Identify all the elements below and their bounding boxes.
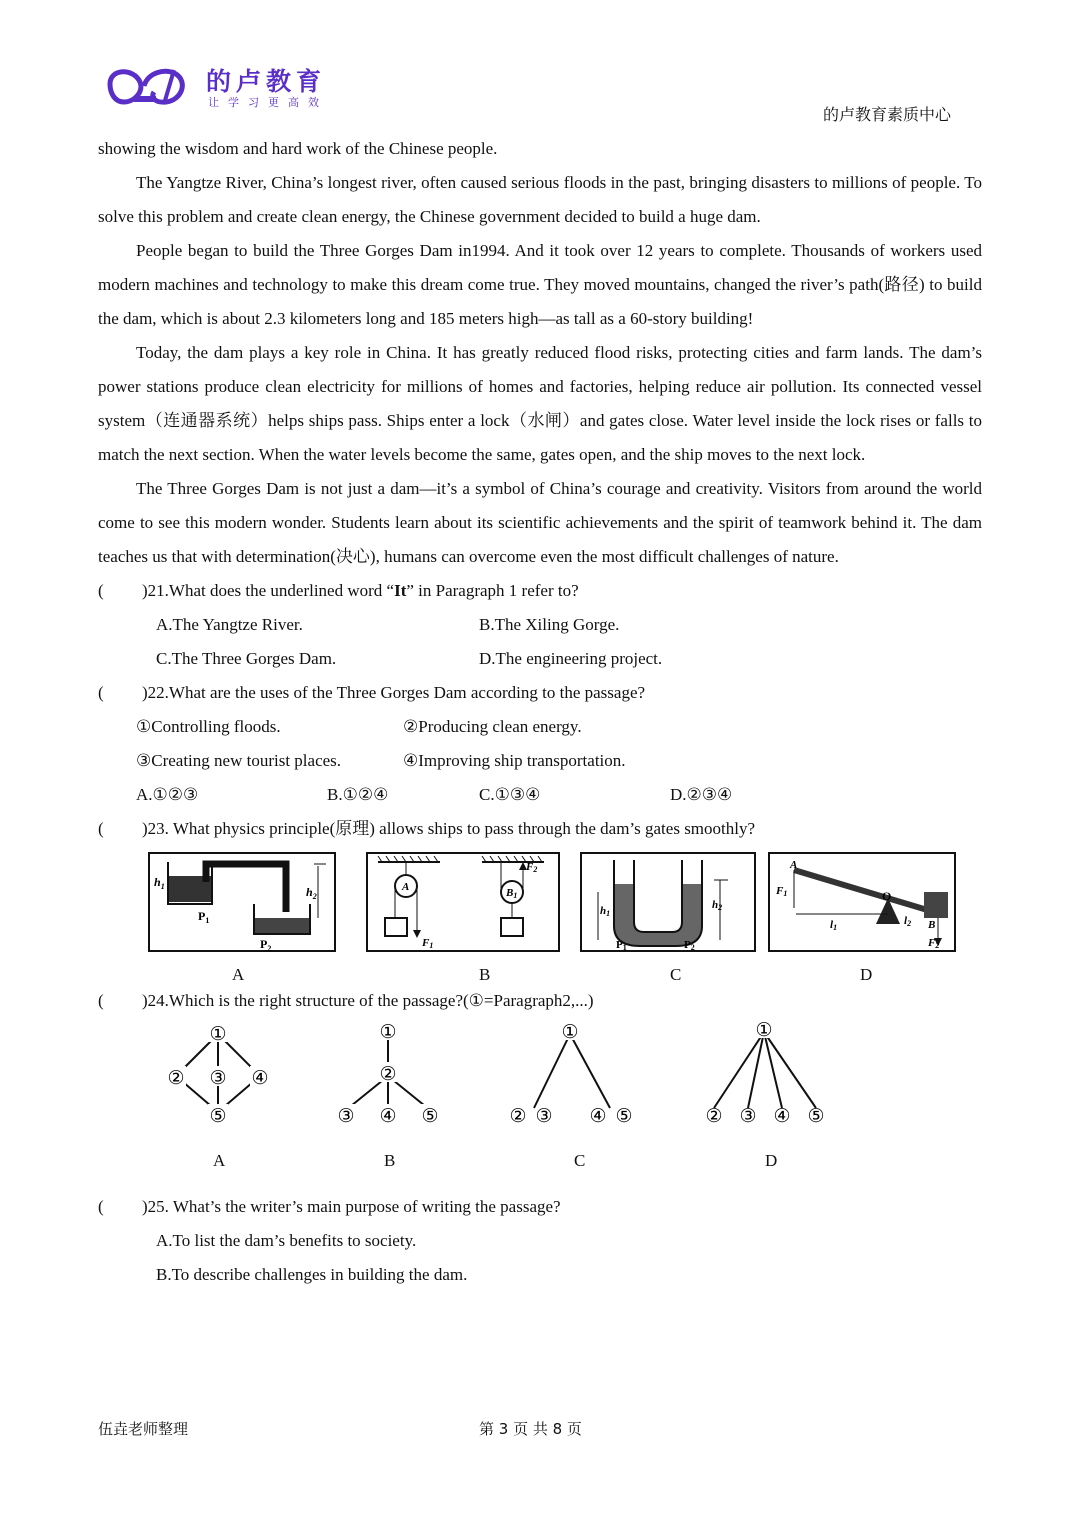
node-5: ⑤ — [209, 1106, 227, 1127]
item-1: ①Controlling floods. — [136, 717, 281, 736]
option-d[interactable]: D.②③④ — [670, 785, 733, 804]
label-l2: l2 — [904, 915, 912, 928]
answer-blank[interactable]: ( — [98, 991, 104, 1010]
option-b[interactable]: B.The Xiling Gorge. — [479, 615, 620, 634]
label-f1: F1 — [776, 885, 788, 898]
options-row — [98, 642, 982, 676]
question-21 — [98, 574, 982, 608]
logo-slogan: 让学习更高效 — [208, 96, 328, 109]
node-2: ② — [379, 1064, 397, 1085]
paragraph: The Yangtze River, China’s longest river, often caused serious floods in the past, bringing disasters to millions of people. To solve this problem and create clean energy, the Chinese government decided to build a huge dam. — [98, 173, 982, 226]
logo — [104, 62, 354, 112]
node-1: ① — [755, 1020, 773, 1041]
label-p1: $P_1$ — [198, 909, 210, 925]
node-5: ⑤ — [807, 1106, 825, 1127]
paragraph: Today, the dam plays a key role in China. It has greatly reduced flood risks, protecting cities and farm lands. The dam’s power stations produce clean electricity for millions of homes and factories, helping reduce air pollution. Its connected vessel system（连通器系统）helps ships pass. Ships enter a lock（水闸）and gates close. Water level inside the lock rises or falls to match the next section. When the water levels become the same, gates open, and the ship moves to the next lock. — [98, 343, 982, 464]
node-4: ④ — [589, 1106, 607, 1127]
label-h2: h2 — [712, 899, 723, 912]
figure-c-u-tube[interactable] — [580, 852, 756, 952]
figure-label-d: D — [765, 1151, 778, 1170]
options-row — [98, 778, 982, 812]
option-c[interactable]: C.The Three Gorges Dam. — [156, 649, 337, 668]
question-25 — [98, 1190, 982, 1224]
option-c[interactable]: C.①③④ — [479, 785, 541, 804]
paragraph: The Three Gorges Dam is not just a dam—it’s a symbol of China’s courage and creativity. Visitors from around the world come to see this modern wonder. Students learn about its scientific achievements and the spirit of teamwork behind it. The dam teaches us that with determination(决心), humans can overcome even the most difficult challenges of nature. — [98, 479, 982, 566]
question-23 — [98, 812, 982, 846]
option-b[interactable]: B.To describe challenges in building the dam. — [156, 1265, 468, 1284]
node-1: ① — [379, 1022, 397, 1043]
logo-mark-icon — [104, 62, 196, 108]
item-2: ②Producing clean energy. — [403, 717, 582, 736]
items-row — [98, 744, 982, 778]
center-name: 的卢教育素质中心 — [823, 105, 952, 124]
node-2: ② — [705, 1106, 723, 1127]
node-1: ① — [209, 1024, 227, 1045]
figure-label-a: A — [232, 965, 245, 984]
option-b[interactable]: B.①②④ — [327, 785, 389, 804]
options-row — [98, 608, 982, 642]
label-a: A — [790, 859, 798, 871]
structure-b[interactable] — [330, 1018, 450, 1130]
figure-label-a: A — [213, 1151, 226, 1170]
options-row — [98, 1224, 982, 1258]
figure-label-d: D — [860, 965, 873, 984]
structure-a[interactable] — [160, 1018, 280, 1130]
option-a[interactable]: A.To list the dam’s benefits to society. — [156, 1231, 417, 1250]
label-h1: h1 — [600, 905, 611, 918]
underlined-word: It — [394, 581, 407, 600]
node-3: ③ — [535, 1106, 553, 1127]
page-number: 第 3 页 共 8 页 — [479, 1420, 582, 1438]
question-stem: )21.What does the underlined word “ — [142, 581, 395, 600]
question-stem: )23. What physics principle(原理) allows ships to pass through the dam’s gates smoothly? — [142, 819, 756, 838]
node-5: ⑤ — [421, 1106, 439, 1127]
figure-label-c: C — [574, 1151, 586, 1170]
structure-c[interactable] — [502, 1018, 650, 1130]
figure-d-lever[interactable] — [768, 852, 956, 952]
label-f1: F1 — [422, 937, 434, 950]
figure-label-b: B — [384, 1151, 396, 1170]
node-2: ② — [167, 1068, 185, 1089]
figure-b-pulleys[interactable] — [366, 852, 560, 952]
answer-blank[interactable]: ( — [98, 683, 104, 702]
label-o: O — [882, 889, 892, 903]
label-pulley-a: A — [402, 881, 410, 893]
node-3: ③ — [337, 1106, 355, 1127]
label-l1: l1 — [830, 919, 838, 932]
physics-figures — [98, 846, 982, 984]
structure-diagrams — [98, 1018, 982, 1190]
label-h1: $h_1$ — [154, 875, 165, 891]
node-3: ③ — [209, 1068, 227, 1089]
answer-blank[interactable]: ( — [98, 581, 104, 600]
label-p2: $P_2$ — [260, 937, 272, 952]
footer-credit: 伍垚老师整理 — [98, 1420, 189, 1438]
figure-a-siphon[interactable] — [148, 852, 336, 952]
question-24 — [98, 984, 982, 1018]
answer-blank[interactable]: ( — [98, 1197, 104, 1216]
node-2: ② — [509, 1106, 527, 1127]
node-4: ④ — [379, 1106, 397, 1127]
item-3: ③Creating new tourist places. — [136, 751, 342, 770]
node-3: ③ — [739, 1106, 757, 1127]
label-b: B — [928, 919, 936, 931]
node-4: ④ — [251, 1068, 269, 1089]
structure-d[interactable] — [700, 1018, 836, 1130]
figure-label-b: B — [479, 965, 491, 984]
question-stem: )24.Which is the right structure of the passage?(①=Paragraph2,...) — [142, 991, 594, 1010]
figure-label-c: C — [670, 965, 682, 984]
option-a[interactable]: A.①②③ — [136, 785, 199, 804]
question-stem: )22.What are the uses of the Three Gorges Dam according to the passage? — [142, 683, 646, 702]
node-5: ⑤ — [615, 1106, 633, 1127]
logo-text: 的卢教育 — [206, 67, 327, 96]
label-f2: F2 — [928, 937, 940, 950]
option-d[interactable]: D.The engineering project. — [479, 649, 663, 668]
label-h2: $h_2$ — [306, 885, 317, 901]
options-row — [98, 1258, 982, 1292]
paragraph: People began to build the Three Gorges Dam in1994. And it took over 12 years to complete. Thousands of workers used modern machines and technology to make this dream come true. They moved mountains, changed the river’s path(路径) to build the dam, which is about 2.3 kilometers long and 185 meters high—as tall as a 60-story building! — [98, 241, 982, 328]
label-f2: F2 — [526, 861, 538, 874]
item-4: ④Improving ship transportation. — [403, 751, 626, 770]
question-stem-end: ” in Paragraph 1 refer to? — [406, 581, 579, 600]
label-p1: P1 — [616, 939, 627, 952]
label-pulley-b: B1 — [506, 887, 518, 900]
answer-blank[interactable]: ( — [98, 819, 104, 838]
label-p2: P2 — [684, 939, 695, 952]
question-stem: )25. What’s the writer’s main purpose of writing the passage? — [142, 1197, 561, 1216]
passage-body — [98, 132, 982, 1292]
items-row — [98, 710, 982, 744]
node-4: ④ — [773, 1106, 791, 1127]
node-1: ① — [561, 1022, 579, 1043]
option-a[interactable]: A.The Yangtze River. — [156, 615, 303, 634]
paragraph-continued: showing the wisdom and hard work of the Chinese people. — [98, 139, 498, 158]
question-22 — [98, 676, 982, 710]
